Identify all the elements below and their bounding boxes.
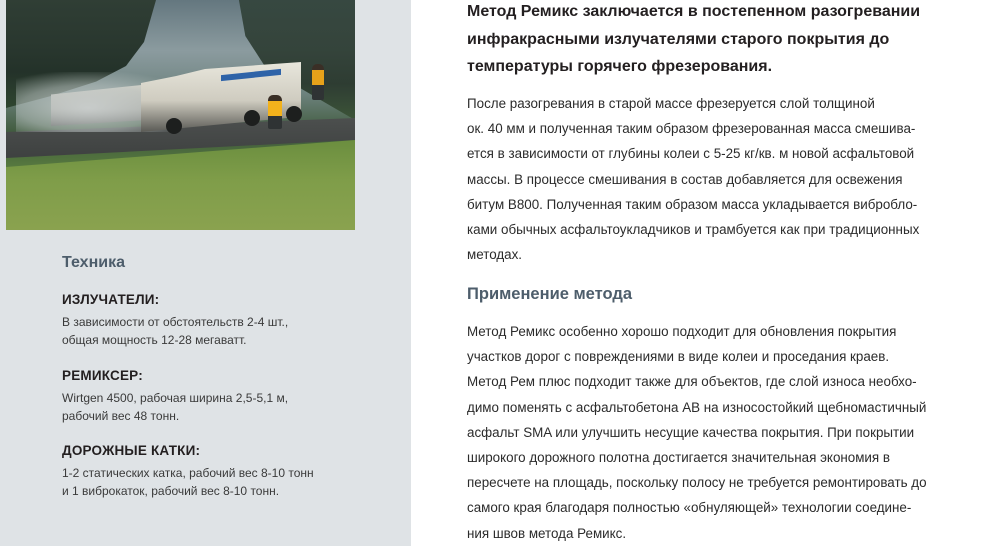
machine-wheel (244, 110, 260, 126)
machine-wheel (166, 118, 182, 134)
spec-rollers (62, 443, 402, 500)
spec-title: ИЗЛУЧАТЕЛИ: (62, 292, 160, 307)
road-work-photo (6, 0, 355, 230)
spec-text: В зависимости от обстоятельств 2-4 шт., общая мощность 12-28 мегаватт. (62, 315, 289, 347)
machine-wheel (286, 106, 302, 122)
spec-title: РЕМИКСЕР: (62, 368, 143, 383)
spec-remixer (62, 368, 402, 425)
spec-text: Wirtgen 4500, рабочая ширина 2,5-5,1 м, рабочий вес 48 тонн. (62, 391, 289, 423)
sidebar-panel (0, 0, 411, 546)
section-heading-application: Применение метода (467, 285, 633, 303)
spec-text: 1-2 статических катка, рабочий вес 8-10 тонн и 1 виброкаток, рабочий вес 8-10 тонн. (62, 466, 314, 498)
worker-figure (268, 95, 282, 129)
worker-figure (312, 64, 324, 100)
body-paragraph-application: Метод Ремикс особенно хорошо подходит для обновления покрытия участков дорог с повреждениями в виде колеи и проседания краев. Метод Рем плюс подходит также для объектов, где слой износа необхо- димо поменять с асфальтобетона АВ на износостойкий щебномастичный асфальт SMA или улучшить несущие качества покрытия. При покрытии широкого дорожного полотна достигается значительная экономия в пересчете на площадь, поскольку полосу не требуется ремонтировать до самого края благодаря полностью «обнуляющей» технологии соедине- ния швов метода Ремикс. (467, 324, 927, 541)
spec-emitters (62, 292, 402, 349)
equipment-heading: Техника (62, 254, 125, 271)
lead-paragraph: Метод Ремикс заключается в постепенном разогревании инфракрасными излучателями старого покрытия до температуры горячего фрезерования. (467, 3, 921, 75)
body-paragraph-process: После разогревания в старой массе фрезеруется слой толщиной ок. 40 мм и полученная таким образом фрезерованная масса смешива- ется в зависимости от глубины колеи с 5-25 кг/кв. м новой асфальтовой массы. В процессе смешивания в состав добавляется для освежения битум В800. Полученная таким образом масса укладывается вибробло- ками обычных асфальтоукладчиков и трамбуется как при традиционных методах. (467, 96, 920, 263)
spec-title: ДОРОЖНЫЕ КАТКИ: (62, 443, 201, 458)
